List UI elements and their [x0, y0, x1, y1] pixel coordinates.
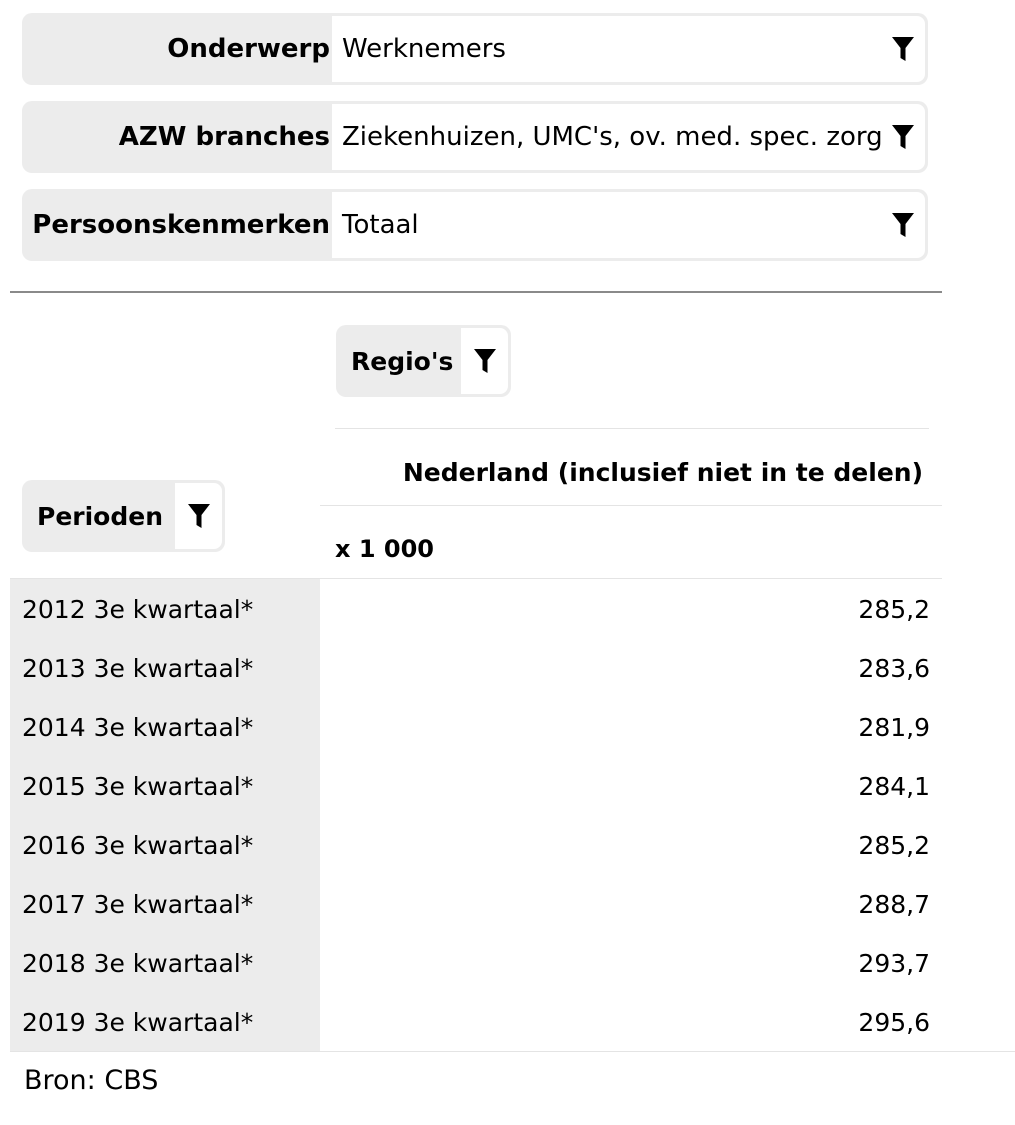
period-label: 2019 3e kwartaal*	[22, 1008, 254, 1037]
table-row	[10, 698, 930, 757]
cell-value: 284,1	[858, 772, 930, 801]
header-rule	[320, 505, 942, 506]
perioden-filter-button[interactable]	[175, 483, 222, 549]
cell-value: 285,2	[858, 595, 930, 624]
table-row	[10, 580, 930, 639]
filter-value-azw-branches[interactable]	[332, 104, 925, 170]
table-row	[10, 993, 930, 1052]
section-divider	[10, 291, 942, 293]
period-label: 2016 3e kwartaal*	[22, 831, 254, 860]
cell-value: 295,6	[858, 1008, 930, 1037]
perioden-filter-pill	[22, 480, 225, 552]
cell-value: 281,9	[858, 713, 930, 742]
funnel-icon	[188, 504, 210, 528]
period-label: 2017 3e kwartaal*	[22, 890, 254, 919]
filter-onderwerp	[22, 13, 928, 85]
cell-value: 285,2	[858, 831, 930, 860]
period-label: 2018 3e kwartaal*	[22, 949, 254, 978]
table-row	[10, 639, 930, 698]
funnel-icon[interactable]	[892, 125, 914, 149]
filter-label: AZW branches	[118, 122, 330, 152]
period-label: 2014 3e kwartaal*	[22, 713, 254, 742]
perioden-label: Perioden	[37, 501, 164, 531]
source-note: Bron: CBS	[24, 1065, 159, 1096]
filter-value-onderwerp[interactable]	[332, 16, 925, 82]
filter-persoonskenmerken	[22, 189, 928, 261]
table-row	[10, 816, 930, 875]
regio-filter-button[interactable]	[461, 328, 508, 394]
unit-label: x 1 000	[335, 535, 434, 563]
funnel-icon[interactable]	[892, 37, 914, 61]
period-label: 2015 3e kwartaal*	[22, 772, 254, 801]
cell-value: 283,6	[858, 654, 930, 683]
cell-value: 293,7	[858, 949, 930, 978]
table-bottom-rule	[10, 1051, 1015, 1052]
column-header: Nederland (inclusief niet in te delen)	[402, 458, 923, 487]
funnel-icon[interactable]	[892, 213, 914, 237]
funnel-icon	[474, 349, 496, 373]
cell-value: 288,7	[858, 890, 930, 919]
filter-value-text: Ziekenhuizen, UMC's, ov. med. spec. zorg	[342, 122, 883, 152]
filter-label: Persoonskenmerken	[32, 210, 330, 240]
filter-label: Onderwerp	[167, 34, 330, 64]
table-row	[10, 875, 930, 934]
regio-label: Regio's	[351, 346, 454, 376]
table-row	[10, 757, 930, 816]
regio-filter-pill	[336, 325, 511, 397]
filter-value-persoonskenmerken[interactable]	[332, 192, 925, 258]
filter-value-text: Werknemers	[342, 34, 506, 64]
period-label: 2013 3e kwartaal*	[22, 654, 254, 683]
period-label: 2012 3e kwartaal*	[22, 595, 254, 624]
filter-value-text: Totaal	[342, 210, 419, 240]
header-rule	[335, 428, 929, 429]
filter-azw-branches	[22, 101, 928, 173]
table-row	[10, 934, 930, 993]
